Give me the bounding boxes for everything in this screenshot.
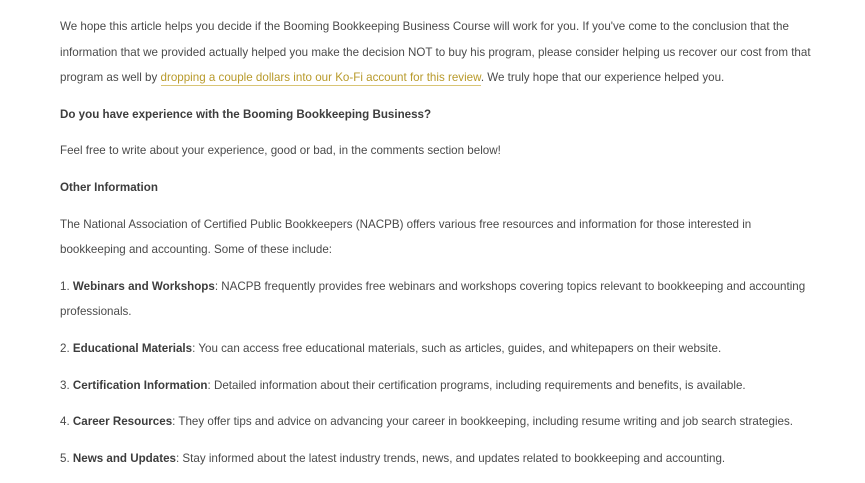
intro-text-before-link: We hope this article helps you decide if the Booming Bookkeeping Business Course will work for you. If you've come to the conclusion that the information that we provided actually helped you make the decision NOT to buy his program, please consider helping us recover our cost from that program as well by — [60, 20, 811, 85]
intro-text-after-link: . We truly hope that our experience helped you. — [480, 71, 725, 85]
list-item-title: Certification Information — [72, 378, 208, 392]
other-info-heading-text: Other Information — [60, 180, 158, 194]
list-item-number: 4. — [60, 415, 73, 429]
list-item-text: : Stay informed about the latest industry trends, news, and updates related to bookkeeping and accounting. — [175, 451, 726, 465]
list-item — [60, 446, 820, 472]
comments-invite-paragraph: Feel free to write about your experience, good or bad, in the comments section below! — [60, 144, 501, 158]
list-item — [60, 336, 820, 362]
list-item-number: 2. — [60, 341, 73, 355]
list-item-text: : They offer tips and advice on advancing your career in bookkeeping, including resume writing and job search strategies. — [172, 415, 793, 429]
list-item-text: : NACPB frequently provides free webinars and workshops covering topics relevant to bookkeeping and accounting professionals. — [60, 279, 806, 319]
question-heading — [60, 102, 820, 128]
list-item — [60, 373, 820, 399]
list-item-title: Career Resources — [72, 415, 173, 429]
list-item — [60, 274, 820, 325]
list-item-title: Webinars and Workshops — [72, 279, 215, 293]
list-item-number: 3. — [60, 378, 73, 392]
list-item-title: Educational Materials — [72, 341, 193, 355]
list-item-number: 1. — [60, 279, 73, 293]
list-item-title: News and Updates — [72, 451, 176, 465]
other-info-description: The National Association of Certified Public Bookkeepers (NACPB) offers various free resources and information for those interested in bookkeeping and accounting. Some of these include: — [60, 217, 752, 257]
list-item — [60, 409, 820, 435]
list-item-number: 5. — [60, 451, 73, 465]
article-content — [60, 14, 820, 471]
intro-paragraph — [60, 14, 820, 91]
list-item-text: : Detailed information about their certification programs, including requirements and benefits, is available. — [207, 378, 746, 392]
kofi-donation-link[interactable]: dropping a couple dollars into our Ko-Fi account for this review — [160, 71, 481, 85]
question-heading-text: Do you have experience with the Booming Bookkeeping Business? — [60, 107, 432, 121]
other-info-heading — [60, 175, 820, 201]
list-item-text: : You can access free educational materials, such as articles, guides, and whitepapers on their website. — [192, 341, 722, 355]
